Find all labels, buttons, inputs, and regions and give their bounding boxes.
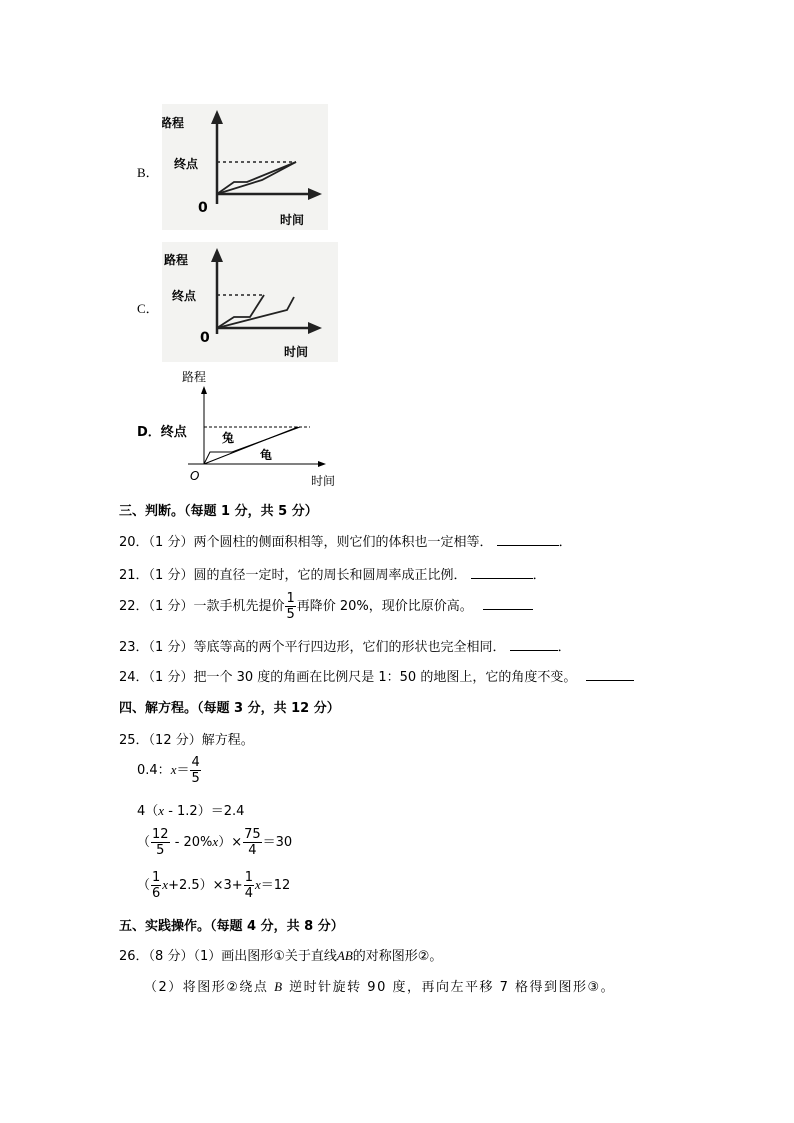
option-b-finish: 终点 xyxy=(174,157,199,171)
section-4-title: 四、解方程。（每题 3 分，共 12 分） xyxy=(119,701,340,716)
question-24 xyxy=(119,666,634,685)
option-b-x-axis: 时间 xyxy=(280,213,305,227)
answer-blank[interactable] xyxy=(586,668,634,681)
fraction-numerator: 12 xyxy=(152,827,169,842)
period: ． xyxy=(532,568,546,583)
fraction-numerator: 1 xyxy=(152,870,161,885)
option-d-finish: 终点 xyxy=(160,425,187,440)
equation-2-end: - 1.2）＝2.4 xyxy=(164,804,245,819)
equation-2-start: 4（ xyxy=(137,804,159,819)
question-26-part-2 xyxy=(144,976,615,995)
fraction xyxy=(151,871,161,900)
answer-blank[interactable] xyxy=(510,638,558,651)
question-21-text: 21．（1 分）圆的直径一定时，它的周长和圆周率成正比例． xyxy=(119,568,467,583)
variable-x: x xyxy=(212,834,219,849)
period: ． xyxy=(558,535,572,550)
option-d-origin: O xyxy=(190,469,200,483)
option-d-label: D． xyxy=(137,425,161,440)
fraction xyxy=(243,828,262,857)
section-3-title: 三、判断。（每题 1 分，共 5 分） xyxy=(119,504,318,519)
option-c-origin: 0 xyxy=(200,330,210,346)
paren-close-times: ）× xyxy=(218,835,243,850)
equation-1 xyxy=(137,756,202,785)
equation-3 xyxy=(137,828,292,857)
question-26 xyxy=(119,945,442,964)
option-b-graph xyxy=(162,104,328,230)
fraction-numerator: 4 xyxy=(191,755,200,770)
question-22 xyxy=(119,592,533,621)
point-b: B xyxy=(274,979,284,994)
equation-4 xyxy=(137,871,290,900)
option-c-y-axis: 路程 xyxy=(164,253,189,267)
fraction-numerator: 1 xyxy=(244,870,253,885)
question-20-text: 20．（1 分）两个圆柱的侧面积相等，则它们的体积也一定相等． xyxy=(119,535,493,550)
fraction-denominator: 5 xyxy=(191,771,200,786)
fraction-denominator: 4 xyxy=(244,886,253,901)
fraction xyxy=(190,756,200,785)
answer-blank[interactable] xyxy=(471,566,533,579)
option-d-turtle-label: 龟 xyxy=(260,448,273,462)
question-26-part-2-end: 逆时针旋转 90 度，再向左平移 7 格得到图形③。 xyxy=(289,980,616,995)
equation-1-start: 0.4： xyxy=(137,763,171,778)
option-d-graph xyxy=(180,364,340,490)
question-21 xyxy=(119,564,546,583)
fraction-numerator: 75 xyxy=(244,827,261,842)
equation-3-end: ＝30 xyxy=(262,835,293,850)
answer-blank[interactable] xyxy=(483,597,533,610)
option-c-graph xyxy=(162,242,338,362)
question-24-text: 24．（1 分）把一个 30 度的角画在比例尺是 1：50 的地图上，它的角度不变。 xyxy=(119,670,577,685)
section-5-title: 五、实践操作。（每题 4 分，共 8 分） xyxy=(119,919,344,934)
equation-3-middle: - 20% xyxy=(170,835,213,850)
option-d-x-axis: 时间 xyxy=(311,474,336,488)
fraction-denominator: 5 xyxy=(286,607,295,622)
option-c-label: C． xyxy=(137,301,159,316)
question-26-part-2-start: （2）将图形②绕点 xyxy=(144,980,269,995)
option-c-finish: 终点 xyxy=(172,289,197,303)
answer-blank[interactable] xyxy=(497,533,559,546)
fraction xyxy=(244,871,254,900)
option-b-origin: 0 xyxy=(198,200,208,216)
equation-4-middle: +2.5）×3+ xyxy=(168,878,243,893)
variable-x: x xyxy=(158,803,165,818)
equation-2 xyxy=(137,800,244,819)
variable-x: x xyxy=(170,762,177,777)
variable-x: x xyxy=(162,877,169,892)
question-23-text: 23．（1 分）等底等高的两个平行四边形，它们的形状也完全相同． xyxy=(119,640,506,655)
paren-open: （ xyxy=(137,878,151,893)
question-26-text-start: 26．（8 分）（1）画出图形①关于直线 xyxy=(119,949,337,964)
fraction-denominator: 6 xyxy=(152,886,161,901)
option-c-x-axis: 时间 xyxy=(284,345,309,359)
fraction-denominator: 5 xyxy=(156,843,165,858)
question-23 xyxy=(119,636,571,655)
fraction xyxy=(285,592,295,621)
fraction-denominator: 4 xyxy=(248,843,257,858)
option-d-rabbit-label: 兔 xyxy=(222,431,235,445)
equation-4-end: ＝12 xyxy=(260,878,291,893)
question-26-text-end: 的对称图形②。 xyxy=(352,949,443,964)
question-22-text-start: 22．（1 分）一款手机先提价 xyxy=(119,599,285,614)
question-22-text-end: 再降价 20%，现价比原价高。 xyxy=(296,599,473,614)
option-b-label: B． xyxy=(137,165,159,180)
question-25: 25．（12 分）解方程。 xyxy=(119,733,254,748)
question-20 xyxy=(119,531,572,550)
fraction-numerator: 1 xyxy=(286,591,295,606)
option-d-y-axis: 路程 xyxy=(182,370,207,384)
period: ． xyxy=(557,640,571,655)
line-ab: AB xyxy=(336,948,353,963)
equals-sign: ＝ xyxy=(176,763,190,778)
variable-x: x xyxy=(254,877,261,892)
paren-open: （ xyxy=(137,835,151,850)
option-b-y-axis: 路程 xyxy=(162,116,185,130)
fraction xyxy=(151,828,170,857)
